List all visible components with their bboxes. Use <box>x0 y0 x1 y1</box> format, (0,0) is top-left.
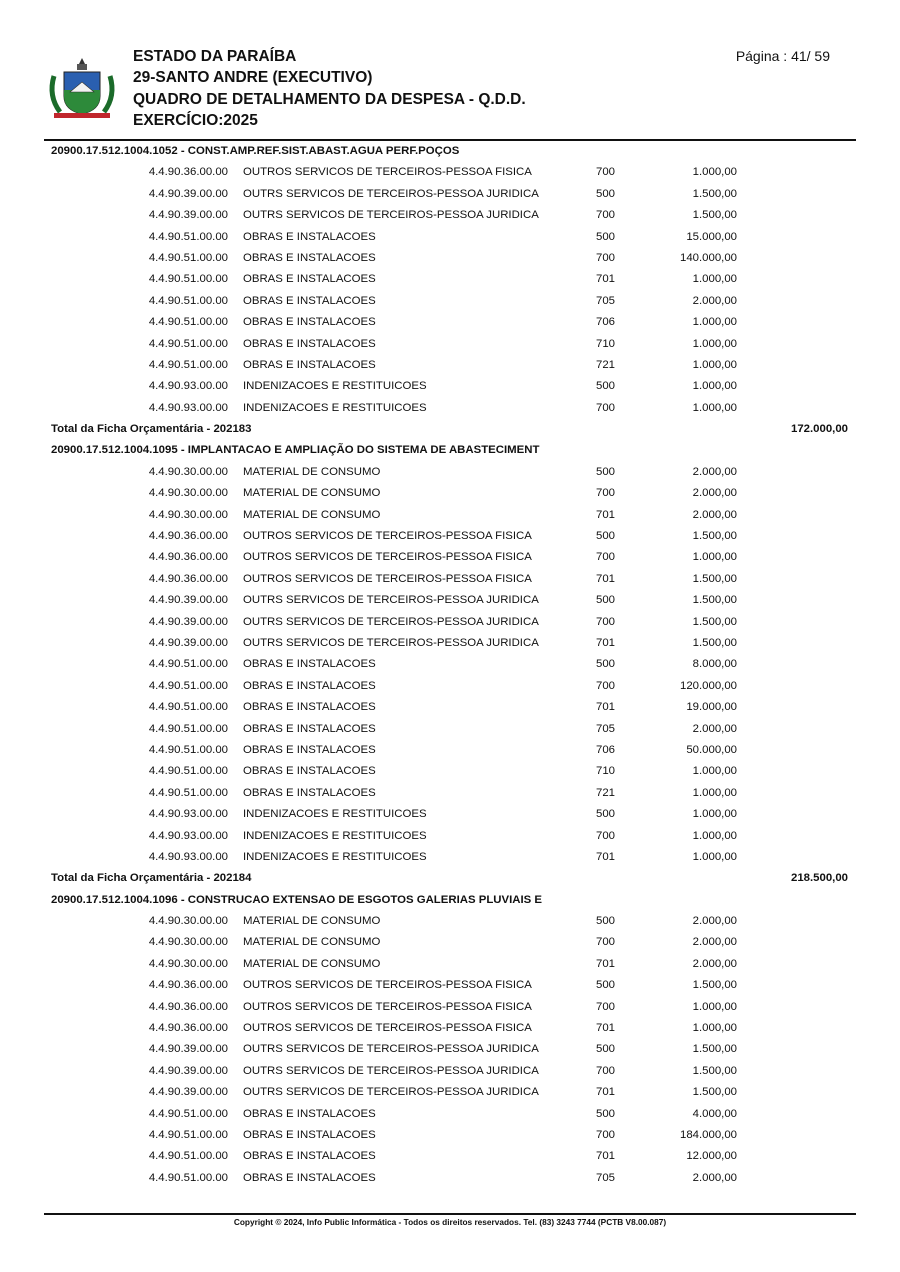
resource-source: 701 <box>596 1150 616 1163</box>
expense-value: 1.000,00 <box>692 337 737 350</box>
expense-description: OUTRS SERVICOS DE TERCEIROS-PESSOA JURIDICA <box>243 1043 539 1056</box>
expense-description: OUTRS SERVICOS DE TERCEIROS-PESSOA JURIDICA <box>243 1064 539 1077</box>
expense-value: 1.000,00 <box>692 358 737 371</box>
expense-description: OBRAS E INSTALACOES <box>243 722 376 735</box>
resource-source: 700 <box>596 251 616 264</box>
expense-code: 4.4.90.93.00.00 <box>148 380 228 393</box>
expense-value: 2.000,00 <box>692 957 737 970</box>
coat-of-arms-logo <box>44 56 120 122</box>
expense-value: 4.000,00 <box>692 1107 737 1120</box>
expense-description: OBRAS E INSTALACOES <box>243 1107 376 1120</box>
table-row <box>0 205 900 226</box>
expense-value: 1.500,00 <box>692 1086 737 1099</box>
table-row <box>0 184 900 205</box>
table-row <box>0 312 900 333</box>
section-title: 20900.17.512.1004.1052 - CONST.AMP.REF.SIST.ABAST.AGUA PERF.POÇOS <box>51 145 460 157</box>
expense-value: 1.000,00 <box>692 829 737 842</box>
resource-source: 500 <box>596 465 616 478</box>
table-row <box>0 462 900 483</box>
resource-source: 706 <box>596 743 616 756</box>
expense-code: 4.4.90.51.00.00 <box>148 1128 228 1141</box>
page-number: Página : 41/ 59 <box>735 48 830 64</box>
expense-value: 15.000,00 <box>686 230 737 243</box>
resource-source: 500 <box>596 1043 616 1056</box>
expense-code: 4.4.90.93.00.00 <box>148 401 228 414</box>
expense-value: 1.500,00 <box>692 594 737 607</box>
resource-source: 701 <box>596 701 616 714</box>
expense-value: 1.500,00 <box>692 1064 737 1077</box>
expense-description: INDENIZACOES E RESTITUICOES <box>243 808 427 821</box>
expense-code: 4.4.90.51.00.00 <box>148 658 228 671</box>
table-row <box>0 355 900 376</box>
expense-code: 4.4.90.51.00.00 <box>148 765 228 778</box>
total-label: Total da Ficha Orçamentária - 202184 <box>51 872 252 885</box>
expense-description: OBRAS E INSTALACOES <box>243 743 376 756</box>
expense-code: 4.4.90.30.00.00 <box>148 936 228 949</box>
report-title: QUADRO DE DETALHAMENTO DA DESPESA - Q.D.D. <box>133 90 526 108</box>
fiscal-year: EXERCÍCIO:2025 <box>133 111 258 129</box>
resource-source: 500 <box>596 530 616 543</box>
resource-source: 721 <box>596 786 616 799</box>
expense-value: 50.000,00 <box>686 743 737 756</box>
table-row <box>0 1039 900 1060</box>
table-row <box>0 783 900 804</box>
expense-code: 4.4.90.36.00.00 <box>148 530 228 543</box>
table-row <box>0 719 900 740</box>
table-row <box>0 526 900 547</box>
expense-value: 140.000,00 <box>679 251 737 264</box>
table-row <box>0 1061 900 1082</box>
expense-value: 1.000,00 <box>692 401 737 414</box>
expense-value: 1.000,00 <box>692 316 737 329</box>
table-row <box>0 1125 900 1146</box>
resource-source: 700 <box>596 1000 616 1013</box>
table-row <box>0 162 900 183</box>
resource-source: 701 <box>596 850 616 863</box>
expense-description: OBRAS E INSTALACOES <box>243 658 376 671</box>
table-row <box>0 569 900 590</box>
table-row <box>0 804 900 825</box>
expense-code: 4.4.90.51.00.00 <box>148 722 228 735</box>
expense-code: 4.4.90.30.00.00 <box>148 465 228 478</box>
expense-code: 4.4.90.36.00.00 <box>148 166 228 179</box>
expense-description: OUTRS SERVICOS DE TERCEIROS-PESSOA JURIDICA <box>243 594 539 607</box>
expense-value: 184.000,00 <box>679 1128 737 1141</box>
copyright-footer: Copyright © 2024, Info Public Informática - Todos os direitos reservados. Tel. (83) 3243 7744 (PCTB V8.00.087) <box>233 1217 667 1227</box>
expense-value: 1.000,00 <box>692 273 737 286</box>
resource-source: 500 <box>596 979 616 992</box>
expense-code: 4.4.90.36.00.00 <box>148 551 228 564</box>
expense-code: 4.4.90.51.00.00 <box>148 316 228 329</box>
entity-name: 29-SANTO ANDRE (EXECUTIVO) <box>133 69 373 87</box>
table-row <box>0 291 900 312</box>
resource-source: 500 <box>596 915 616 928</box>
expense-description: MATERIAL DE CONSUMO <box>243 936 381 949</box>
resource-source: 500 <box>596 187 616 200</box>
resource-source: 700 <box>596 487 616 500</box>
expense-code: 4.4.90.51.00.00 <box>148 701 228 714</box>
table-row <box>0 1018 900 1039</box>
resource-source: 700 <box>596 551 616 564</box>
resource-source: 700 <box>596 829 616 842</box>
resource-source: 700 <box>596 1128 616 1141</box>
resource-source: 700 <box>596 166 616 179</box>
table-row <box>0 590 900 611</box>
expense-description: OBRAS E INSTALACOES <box>243 273 376 286</box>
expense-code: 4.4.90.36.00.00 <box>148 979 228 992</box>
table-row <box>0 547 900 568</box>
expense-value: 1.000,00 <box>692 786 737 799</box>
footer-divider <box>44 1213 856 1215</box>
expense-description: OUTROS SERVICOS DE TERCEIROS-PESSOA FISICA <box>243 979 532 992</box>
expense-code: 4.4.90.51.00.00 <box>148 1150 228 1163</box>
resource-source: 500 <box>596 380 616 393</box>
expense-description: INDENIZACOES E RESTITUICOES <box>243 401 427 414</box>
expense-description: OBRAS E INSTALACOES <box>243 701 376 714</box>
expense-value: 1.000,00 <box>692 765 737 778</box>
expense-value: 1.500,00 <box>692 187 737 200</box>
expense-value: 2.000,00 <box>692 915 737 928</box>
table-row <box>0 1146 900 1167</box>
resource-source: 705 <box>596 1171 616 1184</box>
resource-source: 701 <box>596 1022 616 1035</box>
expense-description: MATERIAL DE CONSUMO <box>243 915 381 928</box>
expense-value: 12.000,00 <box>686 1150 737 1163</box>
expense-description: OBRAS E INSTALACOES <box>243 679 376 692</box>
expense-description: INDENIZACOES E RESTITUICOES <box>243 829 427 842</box>
resource-source: 701 <box>596 273 616 286</box>
table-row <box>0 1082 900 1103</box>
expense-code: 4.4.90.51.00.00 <box>148 743 228 756</box>
resource-source: 700 <box>596 1064 616 1077</box>
table-row <box>0 398 900 419</box>
table-row <box>0 1168 900 1189</box>
section-total <box>0 419 900 440</box>
expense-code: 4.4.90.30.00.00 <box>148 508 228 521</box>
table-row <box>0 654 900 675</box>
expense-value: 1.500,00 <box>692 1043 737 1056</box>
resource-source: 710 <box>596 765 616 778</box>
resource-source: 500 <box>596 230 616 243</box>
expense-value: 2.000,00 <box>692 508 737 521</box>
expense-table <box>0 141 900 1189</box>
table-row <box>0 676 900 697</box>
table-row <box>0 847 900 868</box>
expense-value: 8.000,00 <box>692 658 737 671</box>
resource-source: 700 <box>596 936 616 949</box>
table-row <box>0 334 900 355</box>
table-row <box>0 505 900 526</box>
expense-value: 1.500,00 <box>692 572 737 585</box>
expense-value: 2.000,00 <box>692 465 737 478</box>
section-title: 20900.17.512.1004.1096 - CONSTRUCAO EXTENSAO DE ESGOTOS GALERIAS PLUVIAIS E <box>51 893 543 906</box>
table-row <box>0 740 900 761</box>
expense-code: 4.4.90.39.00.00 <box>148 187 228 200</box>
expense-value: 2.000,00 <box>692 487 737 500</box>
expense-description: OBRAS E INSTALACOES <box>243 1128 376 1141</box>
expense-code: 4.4.90.39.00.00 <box>148 1086 228 1099</box>
expense-description: MATERIAL DE CONSUMO <box>243 508 381 521</box>
expense-description: INDENIZACOES E RESTITUICOES <box>243 380 427 393</box>
resource-source: 701 <box>596 1086 616 1099</box>
table-row <box>0 997 900 1018</box>
table-row <box>0 269 900 290</box>
expense-code: 4.4.90.36.00.00 <box>148 1022 228 1035</box>
expense-value: 1.000,00 <box>692 1022 737 1035</box>
expense-value: 1.500,00 <box>692 615 737 628</box>
expense-value: 1.000,00 <box>692 808 737 821</box>
section-total <box>0 868 900 889</box>
table-row <box>0 761 900 782</box>
expense-description: OBRAS E INSTALACOES <box>243 765 376 778</box>
expense-value: 1.500,00 <box>692 979 737 992</box>
expense-code: 4.4.90.51.00.00 <box>148 337 228 350</box>
resource-source: 700 <box>596 209 616 222</box>
table-row <box>0 954 900 975</box>
resource-source: 701 <box>596 957 616 970</box>
expense-description: OUTROS SERVICOS DE TERCEIROS-PESSOA FISICA <box>243 572 532 585</box>
table-row <box>0 483 900 504</box>
expense-value: 1.500,00 <box>692 209 737 222</box>
expense-code: 4.4.90.30.00.00 <box>148 915 228 928</box>
expense-code: 4.4.90.39.00.00 <box>148 1064 228 1077</box>
expense-description: OBRAS E INSTALACOES <box>243 1171 376 1184</box>
expense-description: OUTROS SERVICOS DE TERCEIROS-PESSOA FISICA <box>243 1000 532 1013</box>
expense-value: 2.000,00 <box>692 936 737 949</box>
expense-description: OUTRS SERVICOS DE TERCEIROS-PESSOA JURIDICA <box>243 615 539 628</box>
expense-description: OBRAS E INSTALACOES <box>243 1150 376 1163</box>
expense-value: 1.500,00 <box>692 636 737 649</box>
expense-description: OBRAS E INSTALACOES <box>243 358 376 371</box>
expense-description: OUTROS SERVICOS DE TERCEIROS-PESSOA FISICA <box>243 166 532 179</box>
table-row <box>0 248 900 269</box>
table-row <box>0 633 900 654</box>
expense-description: OUTRS SERVICOS DE TERCEIROS-PESSOA JURIDICA <box>243 1086 539 1099</box>
expense-description: INDENIZACOES E RESTITUICOES <box>243 850 427 863</box>
table-row <box>0 612 900 633</box>
table-row <box>0 911 900 932</box>
table-row <box>0 975 900 996</box>
expense-code: 4.4.90.39.00.00 <box>148 615 228 628</box>
expense-value: 1.000,00 <box>692 551 737 564</box>
expense-description: MATERIAL DE CONSUMO <box>243 465 381 478</box>
table-row <box>0 932 900 953</box>
resource-source: 500 <box>596 808 616 821</box>
resource-source: 705 <box>596 294 616 307</box>
expense-code: 4.4.90.51.00.00 <box>148 294 228 307</box>
resource-source: 701 <box>596 508 616 521</box>
expense-description: OUTROS SERVICOS DE TERCEIROS-PESSOA FISICA <box>243 1022 532 1035</box>
expense-code: 4.4.90.39.00.00 <box>148 209 228 222</box>
resource-source: 500 <box>596 594 616 607</box>
resource-source: 710 <box>596 337 616 350</box>
expense-description: OUTRS SERVICOS DE TERCEIROS-PESSOA JURIDICA <box>243 636 539 649</box>
expense-value: 1.000,00 <box>692 850 737 863</box>
resource-source: 700 <box>596 679 616 692</box>
resource-source: 701 <box>596 572 616 585</box>
expense-description: OUTRS SERVICOS DE TERCEIROS-PESSOA JURIDICA <box>243 187 539 200</box>
expense-description: OUTROS SERVICOS DE TERCEIROS-PESSOA FISICA <box>243 551 532 564</box>
expense-value: 1.000,00 <box>692 1000 737 1013</box>
expense-code: 4.4.90.93.00.00 <box>148 829 228 842</box>
expense-value: 2.000,00 <box>692 1171 737 1184</box>
state-name: ESTADO DA PARAÍBA <box>133 48 297 65</box>
expense-code: 4.4.90.93.00.00 <box>148 850 228 863</box>
expense-code: 4.4.90.30.00.00 <box>148 957 228 970</box>
expense-code: 4.4.90.51.00.00 <box>148 679 228 692</box>
expense-value: 120.000,00 <box>679 679 737 692</box>
expense-code: 4.4.90.51.00.00 <box>148 1171 228 1184</box>
resource-source: 500 <box>596 658 616 671</box>
expense-value: 1.500,00 <box>692 530 737 543</box>
expense-code: 4.4.90.51.00.00 <box>148 251 228 264</box>
expense-description: MATERIAL DE CONSUMO <box>243 487 381 500</box>
expense-code: 4.4.90.93.00.00 <box>148 808 228 821</box>
section-title: 20900.17.512.1004.1095 - IMPLANTACAO E AMPLIAÇÃO DO SISTEMA DE ABASTECIMENT <box>51 444 540 457</box>
resource-source: 500 <box>596 1107 616 1120</box>
table-row <box>0 697 900 718</box>
expense-value: 2.000,00 <box>692 294 737 307</box>
expense-code: 4.4.90.30.00.00 <box>148 487 228 500</box>
expense-value: 1.000,00 <box>692 380 737 393</box>
expense-description: MATERIAL DE CONSUMO <box>243 957 381 970</box>
total-label: Total da Ficha Orçamentária - 202183 <box>51 423 252 436</box>
total-value: 172.000,00 <box>790 423 848 436</box>
expense-code: 4.4.90.36.00.00 <box>148 572 228 585</box>
expense-code: 4.4.90.51.00.00 <box>148 786 228 799</box>
table-row <box>0 826 900 847</box>
expense-code: 4.4.90.51.00.00 <box>148 230 228 243</box>
expense-description: OUTRS SERVICOS DE TERCEIROS-PESSOA JURIDICA <box>243 209 539 222</box>
expense-code: 4.4.90.39.00.00 <box>148 594 228 607</box>
resource-source: 700 <box>596 615 616 628</box>
resource-source: 706 <box>596 316 616 329</box>
total-value: 218.500,00 <box>790 872 848 885</box>
report-header <box>133 46 526 131</box>
expense-code: 4.4.90.51.00.00 <box>148 358 228 371</box>
expense-value: 1.000,00 <box>692 166 737 179</box>
expense-description: OBRAS E INSTALACOES <box>243 316 376 329</box>
expense-code: 4.4.90.39.00.00 <box>148 636 228 649</box>
expense-description: OUTROS SERVICOS DE TERCEIROS-PESSOA FISICA <box>243 530 532 543</box>
expense-code: 4.4.90.51.00.00 <box>148 273 228 286</box>
expense-code: 4.4.90.36.00.00 <box>148 1000 228 1013</box>
expense-description: OBRAS E INSTALACOES <box>243 251 376 264</box>
resource-source: 705 <box>596 722 616 735</box>
resource-source: 701 <box>596 636 616 649</box>
expense-description: OBRAS E INSTALACOES <box>243 230 376 243</box>
resource-source: 721 <box>596 358 616 371</box>
expense-value: 2.000,00 <box>692 722 737 735</box>
expense-description: OBRAS E INSTALACOES <box>243 786 376 799</box>
expense-code: 4.4.90.51.00.00 <box>148 1107 228 1120</box>
table-row <box>0 1104 900 1125</box>
resource-source: 700 <box>596 401 616 414</box>
table-row <box>0 227 900 248</box>
expense-value: 19.000,00 <box>686 701 737 714</box>
expense-description: OBRAS E INSTALACOES <box>243 337 376 350</box>
expense-description: OBRAS E INSTALACOES <box>243 294 376 307</box>
expense-code: 4.4.90.39.00.00 <box>148 1043 228 1056</box>
table-row <box>0 376 900 397</box>
